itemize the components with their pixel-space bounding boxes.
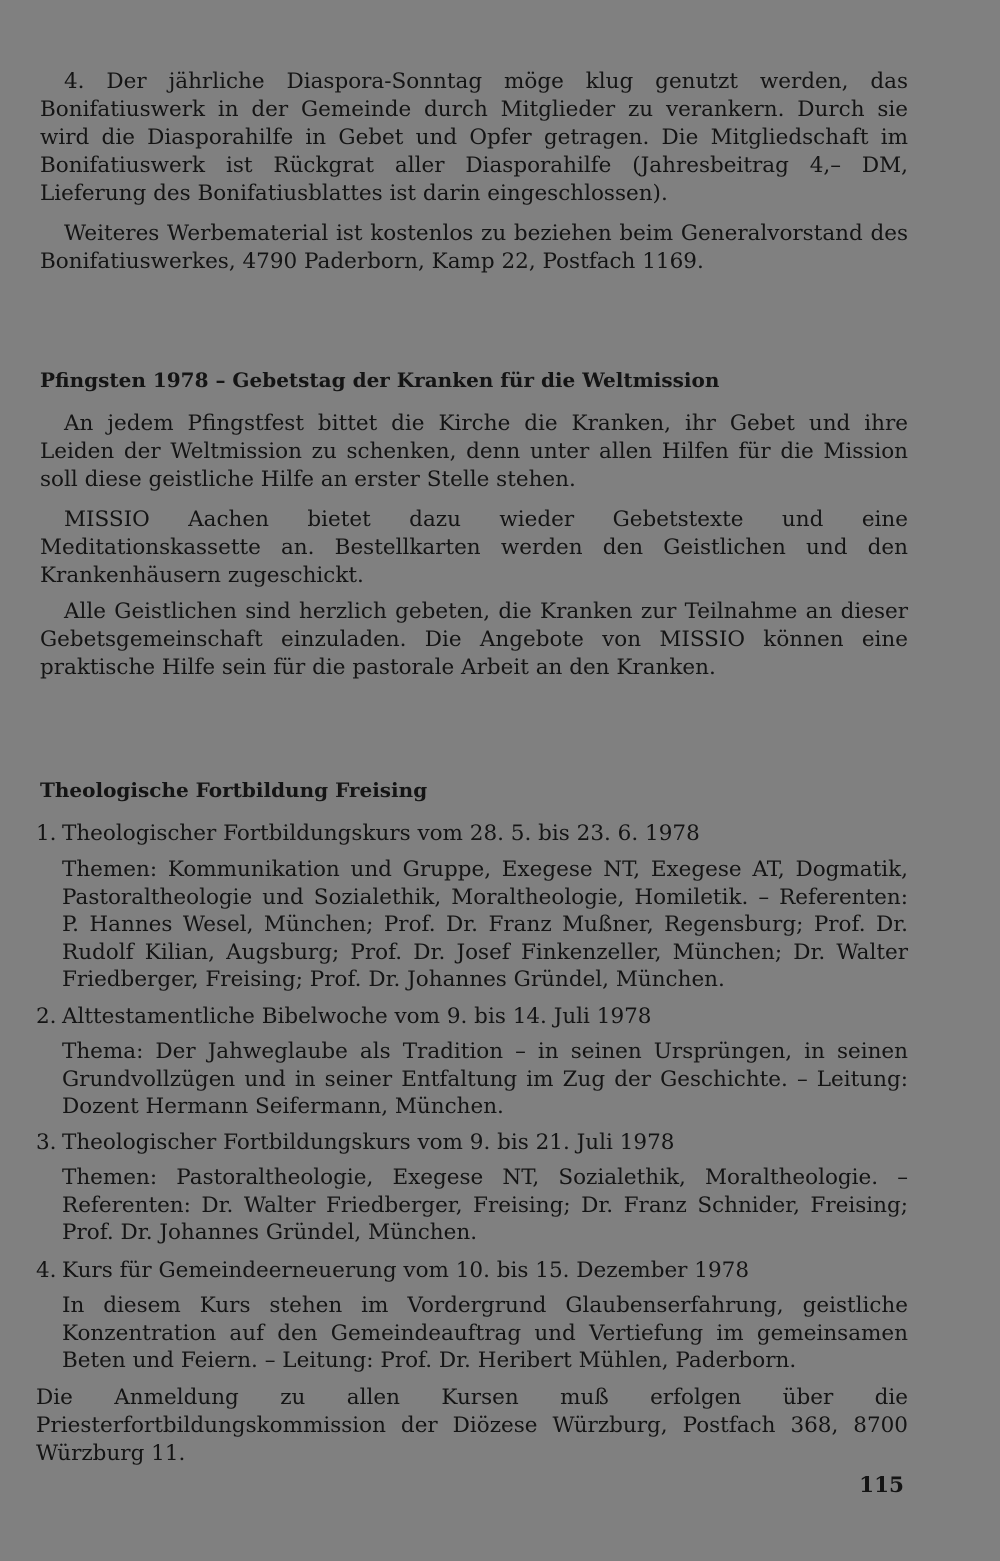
course-4-heading <box>36 1257 906 1285</box>
registration-note: Die Anmeldung zu allen Kursen muß erfolgen über die Priesterfortbildungskommission der Diözese Würzburg, Postfach 368, 8700 Würzburg 11. <box>36 1385 908 1466</box>
course-2-body: Thema: Der Jahweglaube als Tradition – in seinen Ursprüngen, in seinen Grundvollzügen und in seiner Entfaltung im Zug der Geschichte. – Leitung: Dozent Hermann Seifermann, München. <box>62 1039 908 1119</box>
course-3-title: Theologischer Fortbildungskurs vom 9. bis 21. Juli 1978 <box>62 1130 675 1155</box>
pfingsten-heading: Pfingsten 1978 – Gebetstag der Kranken für die Weltmission <box>40 368 720 392</box>
bonifatius-point-4: 4. Der jährliche Diaspora-Sonntag möge klug genutzt werden, das Bonifatiuswerk in der Gemeinde durch Mitglieder zu verankern. Durch sie wird die Diasporahilfe in Gebet und Opfer getragen. Die Mitgliedschaft im Bonifatiuswerk ist Rückgrat aller Diasporahilfe (Jahresbeitrag 4,– DM, Lieferung des Bonifatiusblattes ist darin eingeschlossen). <box>40 69 908 206</box>
course-4-body: In diesem Kurs stehen im Vordergrund Glaubenserfahrung, geistliche Konzentration auf den Gemeindeauftrag und Vertiefung im gemeinsamen Beten und Feiern. – Leitung: Prof. Dr. Heribert Mühlen, Paderborn. <box>62 1293 908 1373</box>
course-3-heading <box>36 1129 906 1157</box>
pfingsten-paragraph-1: An jedem Pfingstfest bittet die Kirche die Kranken, ihr Gebet und ihre Leiden der Weltmission zu schenken, denn unter allen Hilfen für die Mission soll diese geistliche Hilfe an erster Stelle stehen. <box>40 411 908 492</box>
pfingsten-paragraph-3: Alle Geistlichen sind herzlich gebeten, die Kranken zur Teilnahme an dieser Gebetsgemeinschaft einzuladen. Die Angebote von MISSIO können eine praktische Hilfe sein für die pastorale Arbeit an den Kranken. <box>40 599 908 680</box>
course-4-number: 4. <box>36 1258 57 1283</box>
course-2-title: Alttestamentliche Bibelwoche vom 9. bis 14. Juli 1978 <box>62 1004 652 1029</box>
course-1-body: Themen: Kommunikation und Gruppe, Exegese NT, Exegese AT, Dogmatik, Pastoraltheologie und Sozialethik, Moraltheologie, Homiletik. – Referenten: P. Hannes Wesel, München; Prof. Dr. Franz Mußner, Regensburg; Prof. Dr. Rudolf Kilian, Augsburg; Prof. Dr. Josef Finkenzeller, München; Dr. Walter Friedberger, Freising; Prof. Dr. Johannes Gründel, München. <box>62 857 908 992</box>
pfingsten-paragraph-2: MISSIO Aachen bietet dazu wieder Gebetstexte und eine Meditationskassette an. Bestellkarten werden den Geistlichen und den Krankenhäusern zugeschickt. <box>40 507 908 588</box>
page-number: 115 <box>859 1473 904 1498</box>
bonifatius-material-note: Weiteres Werbematerial ist kostenlos zu beziehen beim Generalvorstand des Bonifatiuswerkes, 4790 Paderborn, Kamp 22, Postfach 1169. <box>40 221 908 274</box>
course-3-number: 3. <box>36 1130 57 1155</box>
course-1-title: Theologischer Fortbildungskurs vom 28. 5. bis 23. 6. 1978 <box>62 821 700 846</box>
course-2-number: 2. <box>36 1004 57 1029</box>
course-3-body: Themen: Pastoraltheologie, Exegese NT, Sozialethik, Moraltheologie. – Referenten: Dr. Walter Friedberger, Freising; Dr. Franz Schnider, Freising; Prof. Dr. Johannes Gründel, München. <box>62 1165 908 1245</box>
course-1-number: 1. <box>36 821 57 846</box>
course-2-heading <box>36 1003 906 1031</box>
freising-heading: Theologische Fortbildung Freising <box>40 778 428 802</box>
course-4-title: Kurs für Gemeindeerneuerung vom 10. bis 15. Dezember 1978 <box>62 1258 750 1283</box>
course-1-heading <box>36 820 906 848</box>
